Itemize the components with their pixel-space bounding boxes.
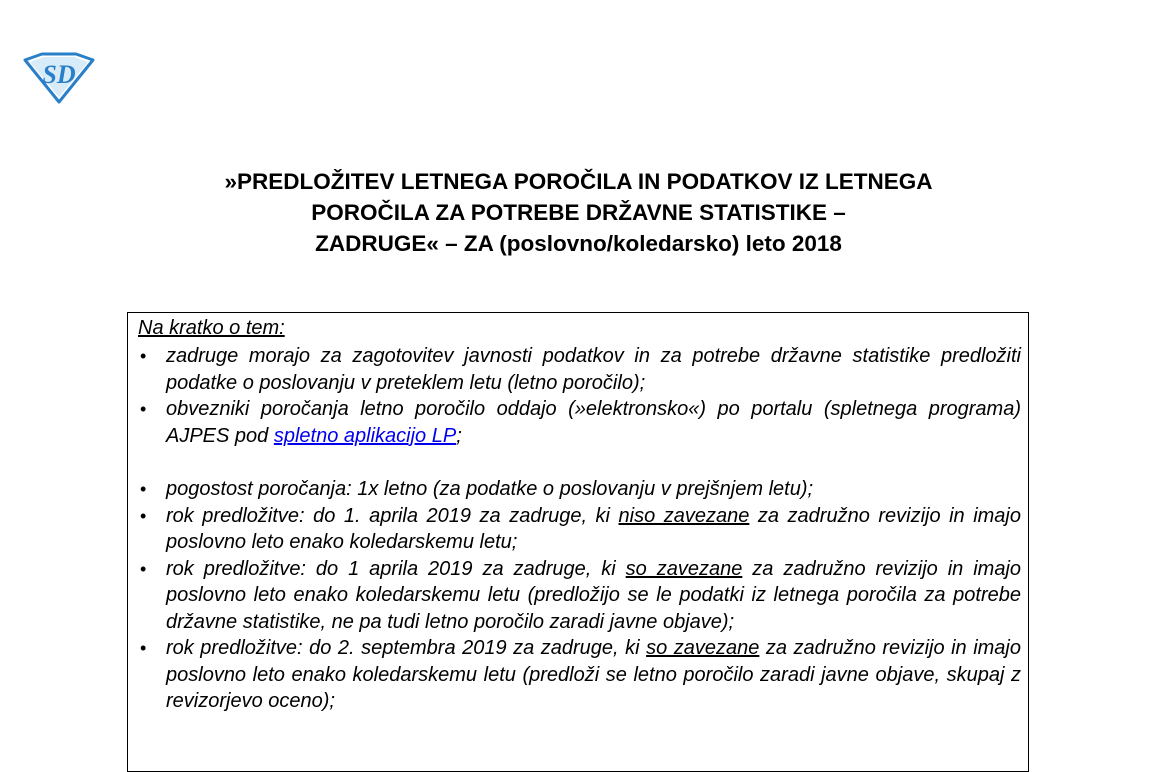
spletna-aplikacija-lp-link[interactable]: spletno aplikacijo LP	[273, 424, 457, 447]
list-item	[138, 556, 1021, 636]
list-item	[138, 635, 1021, 715]
list-item	[138, 343, 1021, 396]
title-line-2: POROČILA ZA POTREBE DRŽAVNE STATISTIKE –	[311, 200, 846, 225]
bullet-icon: •	[140, 505, 147, 526]
list-item	[138, 476, 1021, 503]
list-item-text-end: za zadružno revizijo in imajo poslovno leto enako koledarskemu letu;	[166, 504, 1021, 553]
list-item	[138, 503, 1021, 556]
bullet-icon: •	[140, 558, 147, 579]
summary-heading: Na kratko o tem:	[138, 317, 285, 339]
document-title	[0, 166, 1157, 259]
list-item-text: rok predložitve: do 1. aprila 2019 za zadruge, ki	[166, 504, 619, 527]
title-line-1: »PREDLOŽITEV LETNEGA POROČILA IN PODATKOV IZ LETNEGA	[224, 169, 933, 194]
bullet-icon: •	[140, 638, 147, 658]
summary-box	[127, 312, 1029, 772]
summary-list	[138, 343, 1021, 715]
list-item-text: obvezniki poročanja letno poročilo oddajo (»elektronsko«) po portalu (spletnega programa) AJPES pod	[166, 398, 1021, 447]
list-item-text: rok predložitve: do 2. septembra 2019 za zadruge, ki	[166, 637, 647, 659]
list-item-text: zadruge morajo za zagotovitev javnosti podatkov in za potrebe državne statistike predložiti podatke o poslovanju v preteklem letu (letno poročilo);	[166, 345, 1021, 394]
underlined-text: so zavezane	[646, 637, 760, 659]
list-item-text-end: ;	[456, 424, 462, 447]
zveza-logo-icon	[22, 52, 96, 104]
list-item-text-end: za zadružno revizijo in imajo poslovno leto enako koledarskemu letu (predložijo se le podatki iz letnega poročila za potrebe državne statistike, ne pa tudi letno poročilo zaradi javne objave);	[166, 557, 1022, 633]
underlined-text: niso zavezane	[618, 504, 750, 527]
svg-text:SD: SD	[42, 60, 76, 89]
underlined-text: so zavezane	[625, 557, 743, 580]
title-line-3: ZADRUGE« – ZA (poslovno/koledarsko) leto 2018	[315, 231, 842, 256]
list-item-text: pogostost poročanja: 1x letno (za podatke o poslovanju v prejšnjem letu);	[166, 478, 814, 500]
bullet-icon: •	[140, 479, 147, 499]
bullet-icon: •	[140, 346, 147, 366]
list-item-text-end: za zadružno revizijo in imajo poslovno leto enako koledarskemu letu (predloži se letno poročilo zaradi javne objave, skupaj z revizorjevo oceno);	[166, 637, 1021, 712]
list-item	[138, 396, 1021, 449]
list-item-text: rok predložitve: do 1 aprila 2019 za zadruge, ki	[166, 557, 626, 580]
bullet-icon: •	[140, 399, 147, 419]
logo	[22, 52, 96, 104]
